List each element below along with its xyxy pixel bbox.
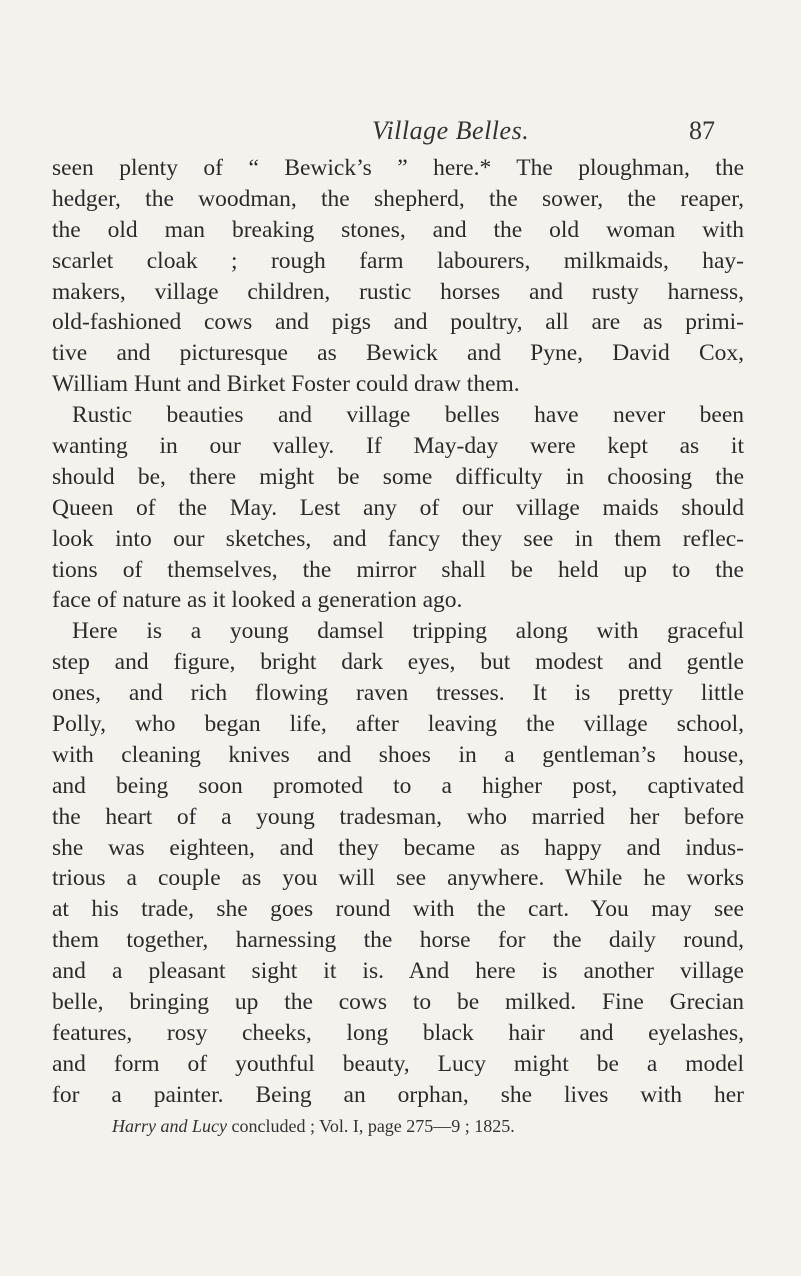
text-line: with cleaning knives and shoes in a gentleman’s house, <box>52 741 744 768</box>
text-line: seen plenty of “ Bewick’s ” here.* The ploughman, the <box>52 155 744 181</box>
text-line: ones, and rich flowing raven tresses. It is pretty little <box>52 680 744 707</box>
text-line: tions of themselves, the mirror shall be held up to the <box>52 556 744 583</box>
text-line: tive and picturesque as Bewick and Pyne, David Cox, <box>52 340 744 367</box>
text-line: William Hunt and Birket Foster could draw them. <box>52 371 520 398</box>
text-line: face of nature as it looked a generation ago. <box>52 587 463 614</box>
text-line: she was eighteen, and they became as happy and indus- <box>52 834 744 861</box>
text-line: and form of youthful beauty, Lucy might be a model <box>52 1050 744 1077</box>
text-line: the old man breaking stones, and the old woman with <box>52 216 744 243</box>
body-text <box>52 153 744 1111</box>
text-line: Queen of the May. Lest any of our village maids should <box>52 494 744 521</box>
footnote-title: Harry and Lucy <box>112 1116 227 1136</box>
footnote <box>112 1116 515 1137</box>
text-line: for a painter. Being an orphan, she lives with her <box>52 1081 744 1108</box>
text-line: the heart of a young tradesman, who married her before <box>52 803 744 830</box>
text-line: and a pleasant sight it is. And here is another village <box>52 958 744 985</box>
text-line: trious a couple as you will see anywhere. While he works <box>52 865 744 892</box>
text-line: features, rosy cheeks, long black hair and eyelashes, <box>52 1019 744 1046</box>
text-line: Here is a young damsel tripping along with graceful <box>72 618 744 645</box>
footnote-text: concluded ; Vol. I, page 275—9 ; 1825. <box>227 1116 515 1136</box>
text-line: Rustic beauties and village belles have never been <box>72 402 744 429</box>
text-line: should be, there might be some difficulty in choosing the <box>52 463 744 490</box>
text-line: look into our sketches, and fancy they see in them reflec- <box>52 525 744 552</box>
text-line: them together, harnessing the horse for the daily round, <box>52 927 744 954</box>
text-line: at his trade, she goes round with the cart. You may see <box>52 896 744 923</box>
text-line: Polly, who began life, after leaving the village school, <box>52 711 744 738</box>
text-line: belle, bringing up the cows to be milked. Fine Grecian <box>52 989 744 1016</box>
text-line: and being soon promoted to a higher post, captivated <box>52 772 744 799</box>
running-head <box>0 116 801 156</box>
text-line: scarlet cloak ; rough farm labourers, milkmaids, hay- <box>52 247 744 274</box>
text-line: wanting in our valley. If May-day were kept as it <box>52 433 744 460</box>
text-line: hedger, the woodman, the shepherd, the sower, the reaper, <box>52 185 744 212</box>
running-title: Village Belles. <box>372 116 530 145</box>
page-number: 87 <box>689 116 715 145</box>
text-line: step and figure, bright dark eyes, but modest and gentle <box>52 649 744 676</box>
text-line: old-fashioned cows and pigs and poultry, all are as primi- <box>52 309 744 336</box>
text-line: makers, village children, rustic horses and rusty harness, <box>52 278 744 305</box>
